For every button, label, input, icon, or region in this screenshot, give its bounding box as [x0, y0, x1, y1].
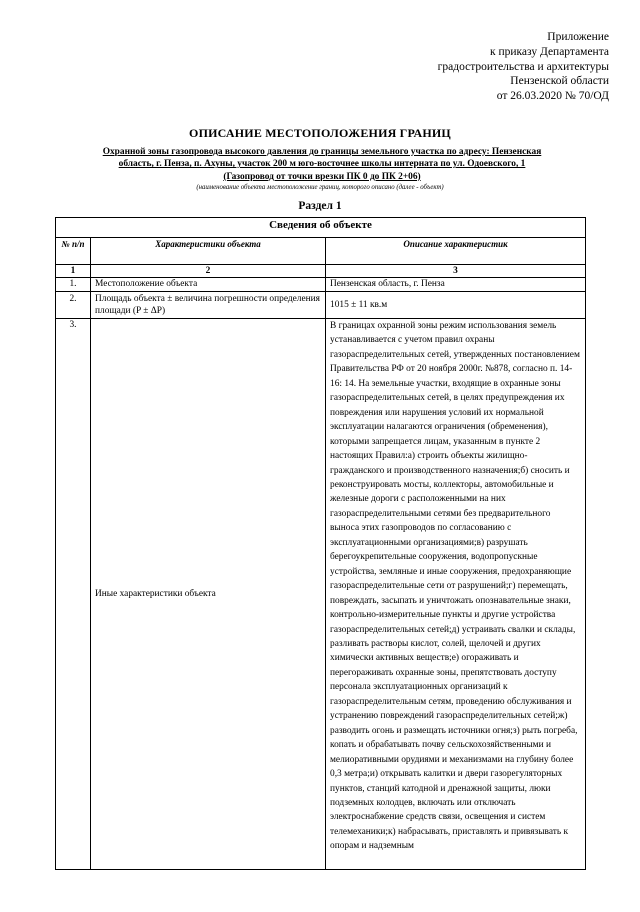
appendix-line: градостроительства и архитектуры	[437, 60, 609, 73]
object-name-line: Охранной зоны газопровода высокого давления до границы земельного участка по адресу: Пензенская	[102, 147, 542, 157]
row-description: В границах охранной зоны режим использования земель устанавливается с учетом правил охраны газораспределительных сетей, утвержденных постановлением Правительства РФ от 20 ноября 2000г. №878, согласно п. 14-16: 14. На земельные участки, входящие в охранные зоны газораспределительных сетей, в целях предупреждения их повреждения или нарушения условий их нормальной эксплуатации налагаются ограничения (обременения), которыми запрещается лицам, указанным в пункте 2 настоящих Правил:а) строить объекты жилищно-гражданского и производственного назначения;б) сносить и реконструировать мосты, коллекторы, автомобильные и железные дороги с расположенными на них газораспределительными сетями без предварительного выноса этих газопроводов по согласованию с эксплуатационными организациями;в) разрушать берегоукрепительные сооружения, водопропускные устройства, земляные и иные сооружения, предохраняющие газораспределительные сети от разрушений;г) перемещать, повреждать, засыпать и уничтожать опознавательные знаки, контрольно-измерительные пункты и другие устройства газораспределительных сетей;д) устраивать свалки и склады, разливать растворы кислот, солей, щелочей и других химически активных веществ;е) огораживать и перегораживать охранные зоны, препятствовать доступу персонала эксплуатационных организаций к газораспределительным сетям, проведению обслуживания и устранению повреждений газораспределительных сетей;ж) разводить огонь и размещать источники огня;з) рыть погреба, копать и обрабатывать почву сельскохозяйственными и мелиоративными орудиями и механизмами на глубину более 0,3 метра;и) открывать калитки и двери газорегуляторных пунктов, станций катодной и дренажной защиты, люки подземных колодцев, включать или отключать электроснабжение средств связи, освещения и систем телемеханики;к) набрасывать, приставлять и привязывать к опорам и надземным	[326, 319, 586, 870]
appendix-line: от 26.03.2020 № 70/ОД	[496, 90, 609, 103]
appendix-line: Пензенской области	[510, 75, 609, 88]
row-description: Пензенская область, г. Пенза	[326, 278, 586, 292]
object-name	[66, 146, 578, 183]
appendix-line: к приказу Департамента	[490, 45, 609, 58]
row-description: 1015 ± 11 кв.м	[326, 292, 586, 319]
row-characteristic: Местоположение объекта	[91, 278, 326, 292]
table-row	[56, 278, 586, 292]
object-name-line: (Газопровод от точки врезки ПК 0 до ПК 2+06)	[223, 171, 421, 182]
header-number: № п/п	[56, 238, 91, 265]
object-info-table	[55, 217, 586, 870]
object-name-line: область, г. Пенза, п. Ахуны, участок 200 м юго-восточнее школы интерната по ул. Одоевского, 1	[118, 159, 526, 170]
column-number: 3	[326, 265, 586, 278]
table-row	[56, 292, 586, 319]
header-characteristic: Характеристики объекта	[91, 238, 326, 265]
row-number: 3.	[56, 319, 91, 870]
appendix-block	[349, 30, 609, 104]
section-title: Раздел 1	[298, 200, 342, 212]
appendix-line: Приложение	[547, 31, 609, 43]
page-bottom-edge	[54, 872, 586, 912]
row-number: 1.	[56, 278, 91, 292]
table-row	[56, 319, 586, 870]
row-characteristic: Иные характеристики объекта	[91, 319, 326, 870]
object-name-caption: (наименование объекта местоположение границ, которого описано (далее - объект)	[196, 184, 444, 191]
column-number: 1	[56, 265, 91, 278]
document-title: ОПИСАНИЕ МЕСТОПОЛОЖЕНИЯ ГРАНИЦ	[189, 126, 451, 140]
table-title: Сведения об объекте	[56, 218, 586, 238]
row-characteristic: Площадь объекта ± величина погрешности определения площади (P ± ΔP)	[91, 292, 326, 319]
column-number: 2	[91, 265, 326, 278]
header-description: Описание характеристик	[326, 238, 586, 265]
row-number: 2.	[56, 292, 91, 319]
